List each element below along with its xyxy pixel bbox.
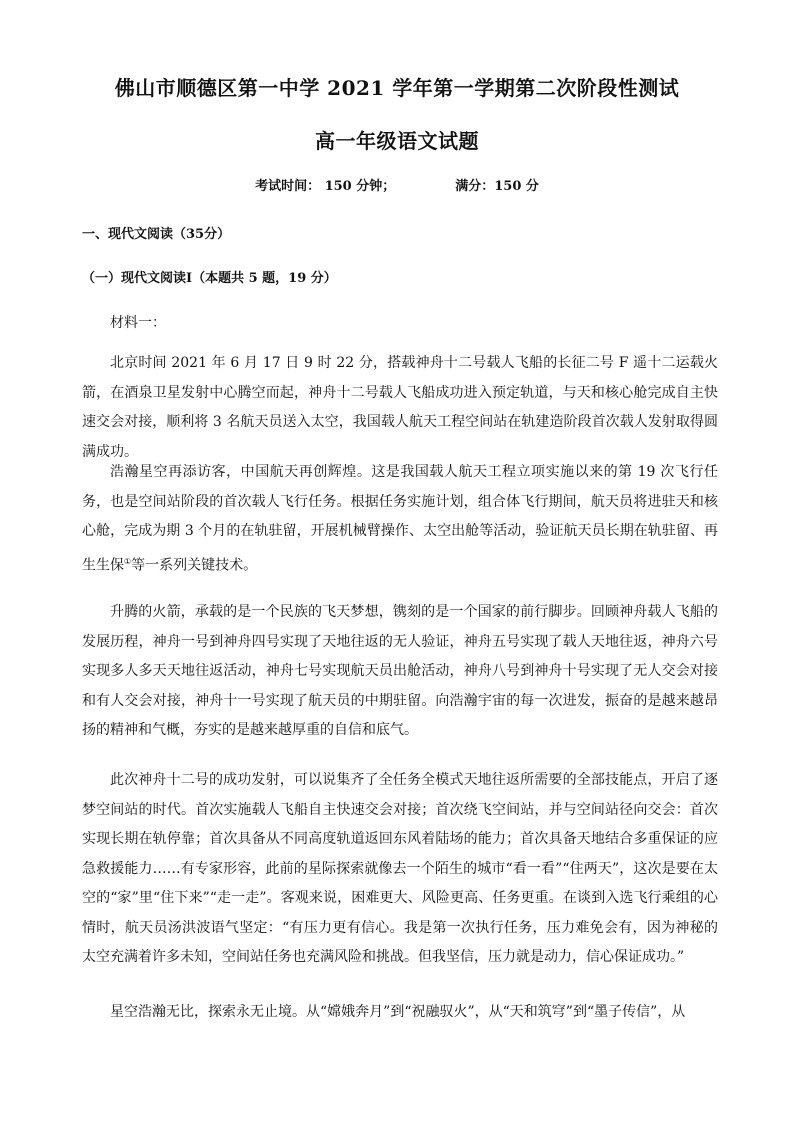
paragraph-3: 升腾的火箭，承载的是一个民族的飞天梦想，镌刻的是一个国家的前行脚步。回顾神舟载人飞船的发展历程，神舟一号到神舟四号实现了天地往返的无人验证，神舟五号实现了载人天地往返，神舟六号实现多人多天天地往返活动，神舟七号实现航天员出舱活动，神舟八号到神舟十号实现了无人交会对接和有人交会对接，神舟十一号实现了航天员的中期驻留。向浩瀚宇宙的每一次进发，振奋的是越来越昂扬的精神和气概，夯实的是越来越厚重的自信和底气。: [82, 604, 718, 738]
paragraph-2: [82, 458, 718, 581]
paragraph-2-tail: 等一系列关键技术。: [131, 557, 258, 574]
footnote-marker: ①: [124, 556, 132, 566]
full-score: 满分：150 分: [455, 179, 539, 194]
paragraph-2-text: 浩瀚星空再添访客，中国航天再创辉煌。这是我国载人航天工程立项实施以来的第 19 次飞行任务，也是空间站阶段的首次载人飞行任务。根据任务实施计划，组合体飞行期间，航天员将进驻天和核心舱，完成为期 3 个月的在轨驻留，开展机械臂操作、太空出舱等活动，验证航天员长期在轨驻留、再生生保: [82, 464, 718, 574]
section-heading: 一、现代文阅读（35分）: [82, 227, 231, 242]
subsection-heading: （一）现代文阅读Ⅰ（本题共 5 题，19 分）: [82, 271, 337, 286]
material-label: 材料一：: [110, 315, 166, 331]
paragraph-5: 星空浩瀚无比，探索永无止境。从“嫦娥奔月”到“祝融驭火”，从“天和筑穹”到“墨子传信”，从: [110, 1004, 686, 1020]
exam-subtitle: 高一年级语文试题: [315, 129, 479, 153]
exam-time: 考试时间： 150 分钟；: [255, 179, 396, 194]
exam-title: 佛山市顺德区第一中学 2021 学年第一学期第二次阶段性测试: [114, 76, 680, 100]
paragraph-4: 此次神舟十二号的成功发射，可以说集齐了全任务全模式天地往返所需要的全部技能点，开启了逐梦空间站的时代。首次实施载人飞船自主快速交会对接；首次绕飞空间站，并与空间站径向交会：首次实现长期在轨停靠；首次具备从不同高度轨道返回东风着陆场的能力；首次具备天地结合多重保证的应急救援能力……有专家形容，此前的星际探索就像去一个陌生的城市“看一看”“住两天”，这次是要在太空的“家”里“住下来”“走一走”。客观来说，困难更大、风险更高、任务更重。在谈到入选飞行乘组的心情时，航天员汤洪波语气坚定：“有压力更有信心。我是第一次执行任务，压力难免会有，因为神秘的太空充满着许多未知，空间站任务也充满风险和挑战。但我坚信，压力就是动力，信心保证成功。”: [82, 772, 718, 965]
exam-info: [0, 175, 794, 194]
paragraph-1: 北京时间 2021 年 6 月 17 日 9 时 22 分，搭载神舟十二号载人飞船的长征二号 F 遥十二运载火箭，在酒泉卫星发射中心腾空而起，神舟十二号载人飞船成功进入预定轨道，与天和核心舱完成自主快速交会对接，顺利将 3 名航天员送入太空，我国载人航天工程空间站在轨建造阶段首次载人发射取得圆满成功。: [82, 355, 718, 460]
